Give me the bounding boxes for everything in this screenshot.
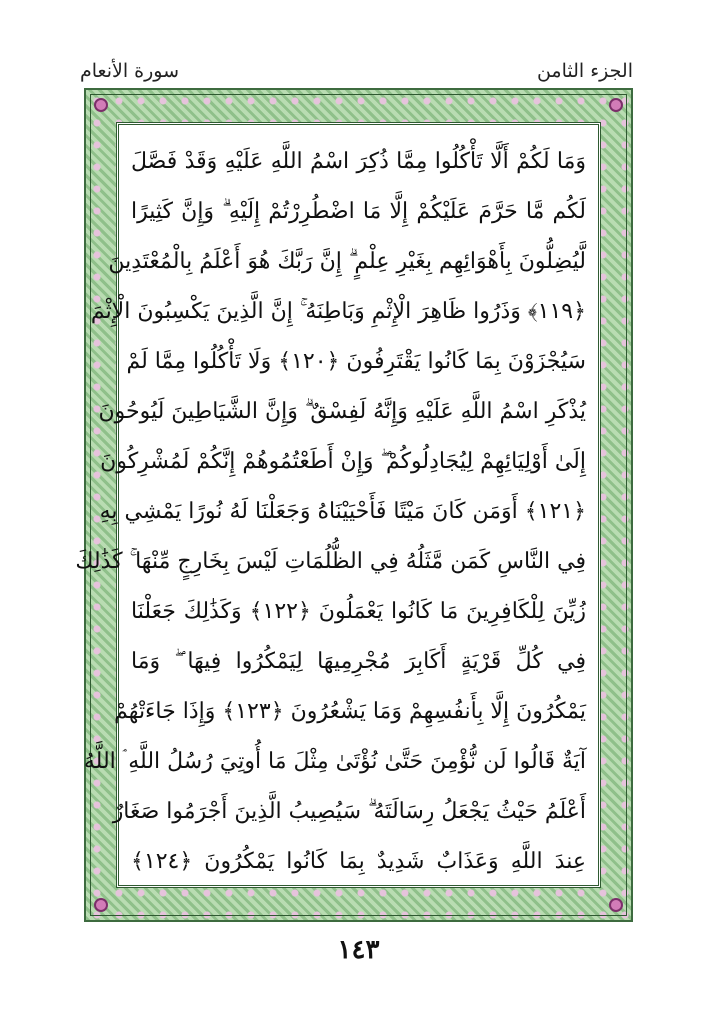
- text-line: ﴿١٢١﴾ أَوَمَن كَانَ مَيْتًا فَأَحْيَيْنَاهُ وَجَعَلْنَا لَهُ نُورًا يَمْشِي بِهِ: [99, 499, 586, 524]
- corner-flower-icon: [609, 898, 623, 912]
- text-line: فِي كُلِّ قَرْيَةٍ أَكَابِرَ مُجْرِمِيهَا لِيَمْكُرُوا فِيهَا ۖ وَمَا: [131, 649, 586, 674]
- text-line: إِلَىٰ أَوْلِيَائِهِمْ لِيُجَادِلُوكُمْ ۖ وَإِنْ أَطَعْتُمُوهُمْ إِنَّكُمْ لَمُشْرِكُونَ: [100, 449, 586, 474]
- text-line: عِندَ اللَّهِ وَعَذَابٌ شَدِيدٌ بِمَا كَانُوا يَمْكُرُونَ ﴿١٢٤﴾: [131, 849, 586, 874]
- text-panel: [75, 122, 601, 888]
- verse-lines: [75, 137, 586, 874]
- text-line: لَّيُضِلُّونَ بِأَهْوَائِهِم بِغَيْرِ عِلْمٍ ۗ إِنَّ رَبَّكَ هُوَ أَعْلَمُ بِالْمُعْتَدِينَ: [108, 249, 586, 274]
- surah-label: سورة الأنعام: [80, 60, 180, 82]
- text-line: ﴿١١٩﴾ وَذَرُوا ظَاهِرَ الْإِثْمِ وَبَاطِنَهُ ۚ إِنَّ الَّذِينَ يَكْسِبُونَ الْإِثْمَ: [90, 299, 586, 324]
- text-line: زُيِّنَ لِلْكَافِرِينَ مَا كَانُوا يَعْمَلُونَ ﴿١٢٢﴾ وَكَذَٰلِكَ جَعَلْنَا: [131, 599, 586, 624]
- text-line: فِي النَّاسِ كَمَن مَّثَلُهُ فِي الظُّلُمَاتِ لَيْسَ بِخَارِجٍ مِّنْهَا ۚ كَذَٰلِكَ: [75, 549, 586, 574]
- text-line: آيَةٌ قَالُوا لَن نُّؤْمِنَ حَتَّىٰ نُؤْتَىٰ مِثْلَ مَا أُوتِيَ رُسُلُ اللَّهِ ۘ اللَّهُ: [83, 749, 586, 774]
- ornamental-border: [75, 88, 633, 922]
- text-line: وَمَا لَكُمْ أَلَّا تَأْكُلُوا مِمَّا ذُكِرَ اسْمُ اللَّهِ عَلَيْهِ وَقَدْ فَصَّلَ: [131, 149, 586, 174]
- text-line: يَمْكُرُونَ إِلَّا بِأَنفُسِهِمْ وَمَا يَشْعُرُونَ ﴿١٢٣﴾ وَإِذَا جَاءَتْهُمْ: [114, 699, 586, 724]
- text-line: لَكُم مَّا حَرَّمَ عَلَيْكُمْ إِلَّا مَا اضْطُرِرْتُمْ إِلَيْهِ ۗ وَإِنَّ كَثِيرًا: [131, 199, 586, 224]
- text-line: أَعْلَمُ حَيْثُ يَجْعَلُ رِسَالَتَهُ ۗ سَيُصِيبُ الَّذِينَ أَجْرَمُوا صَغَارٌ: [112, 799, 586, 824]
- text-line: يُذْكَرِ اسْمُ اللَّهِ عَلَيْهِ وَإِنَّهُ لَفِسْقٌ ۗ وَإِنَّ الشَّيَاطِينَ لَيُوحُونَ: [98, 399, 586, 424]
- text-line: سَيُجْزَوْنَ بِمَا كَانُوا يَقْتَرِفُونَ ﴿١٢٠﴾ وَلَا تَأْكُلُوا مِمَّا لَمْ: [126, 349, 586, 374]
- page-number: ١٤٣: [337, 935, 380, 965]
- corner-flower-icon: [94, 98, 108, 112]
- corner-flower-icon: [609, 98, 623, 112]
- juz-label: الجزء الثامن: [536, 60, 633, 82]
- corner-flower-icon: [94, 898, 108, 912]
